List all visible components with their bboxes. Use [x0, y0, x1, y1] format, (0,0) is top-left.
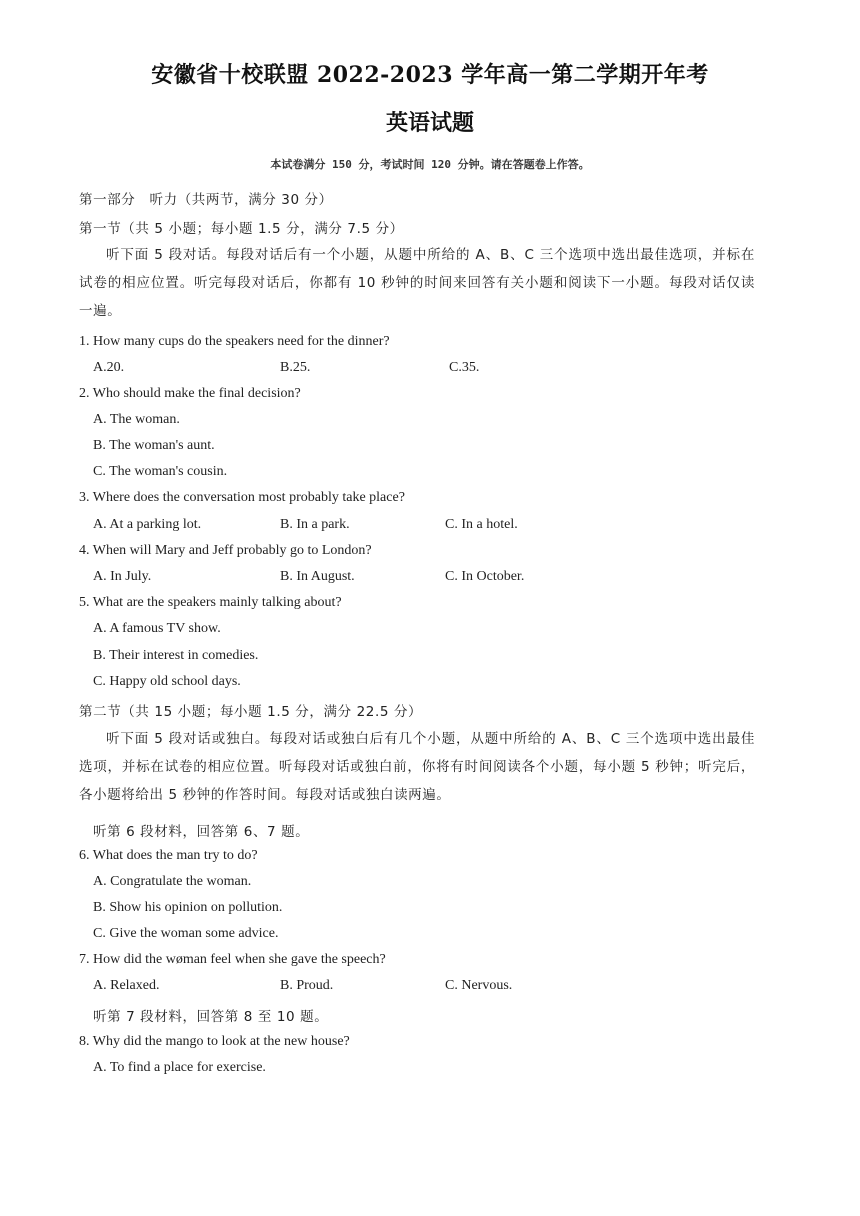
section2-heading: 第二节（共 15 小题；每小题 1.5 分，满分 22.5 分）	[79, 704, 423, 720]
option-c: C. Nervous.	[445, 978, 513, 993]
exam-notice: 本试卷满分 150 分，考试时间 120 分钟。请在答题卷上作答。	[270, 158, 590, 171]
option-b: B. In August.	[280, 569, 355, 584]
part1-heading: 第一部分 听力（共两节，满分 30 分）	[79, 192, 333, 208]
option-a: A. The woman.	[93, 412, 180, 427]
material-7-note: 听第 7 段材料，回答第 8 至 10 题。	[93, 1009, 329, 1025]
option-c: C. Happy old school days.	[93, 674, 241, 689]
option-b: B. Proud.	[280, 978, 334, 993]
question-stem: 3. Where does the conversation most probably take place?	[79, 490, 405, 505]
question-stem: 4. When will Mary and Jeff probably go to London?	[79, 543, 372, 558]
question-stem: 6. What does the man try to do?	[79, 848, 258, 863]
option-b: B. The woman's aunt.	[93, 438, 215, 453]
section1-heading: 第一节（共 5 小题；每小题 1.5 分，满分 7.5 分）	[79, 221, 404, 237]
option-a: A.20.	[93, 360, 125, 375]
section1-instructions: 听下面 5 段对话。每段对话后有一个小题，从题中所给的 A、B、C 三个选项中选出最佳选项，并标在试卷的相应位置。听完每段对话后，你都有 10 秒钟的时间来回答有关小题和阅读下一小题。每段对话仅读一遍。	[79, 247, 755, 319]
option-b: B. In a park.	[280, 517, 350, 532]
option-c: C. The woman's cousin.	[93, 464, 228, 479]
section2-instructions: 听下面 5 段对话或独白。每段对话或独白后有几个小题，从题中所给的 A、B、C 三个选项中选出最佳选项，并标在试卷的相应位置。听每段对话或独白前，你将有时间阅读各个小题，每小题 5 秒钟；听完后，各小题将给出 5 秒钟的作答时间。每段对话或独白读两遍。	[79, 731, 755, 803]
material-6-note: 听第 6 段材料，回答第 6、7 题。	[93, 824, 310, 840]
option-a: A. In July.	[93, 569, 152, 584]
option-b: B. Show his opinion on pollution.	[93, 900, 283, 915]
question-stem: 5. What are the speakers mainly talking about?	[79, 595, 342, 610]
question-stem: 1. How many cups do the speakers need for the dinner?	[79, 334, 390, 349]
option-a: A. Congratulate the woman.	[93, 874, 252, 889]
option-c: C. Give the woman some advice.	[93, 926, 279, 941]
option-c: C.35.	[449, 360, 480, 375]
question-stem: 2. Who should make the final decision?	[79, 386, 301, 401]
option-c: C. In a hotel.	[445, 517, 518, 532]
exam-title: 安徽省十校联盟 2022-2023 学年高一第二学期开年考	[151, 62, 709, 88]
exam-subtitle: 英语试题	[385, 110, 474, 136]
option-a: A. Relaxed.	[93, 978, 160, 993]
option-b: B. Their interest in comedies.	[93, 648, 259, 663]
option-a: A. A famous TV show.	[93, 621, 221, 636]
option-c: C. In October.	[445, 569, 525, 584]
question-stem: 8. Why did the mango to look at the new house?	[79, 1034, 350, 1049]
question-stem: 7. How did the wøman feel when she gave the speech?	[79, 952, 386, 967]
option-a: A. To find a place for exercise.	[93, 1060, 266, 1075]
option-b: B.25.	[280, 360, 311, 375]
option-a: A. At a parking lot.	[93, 517, 202, 532]
